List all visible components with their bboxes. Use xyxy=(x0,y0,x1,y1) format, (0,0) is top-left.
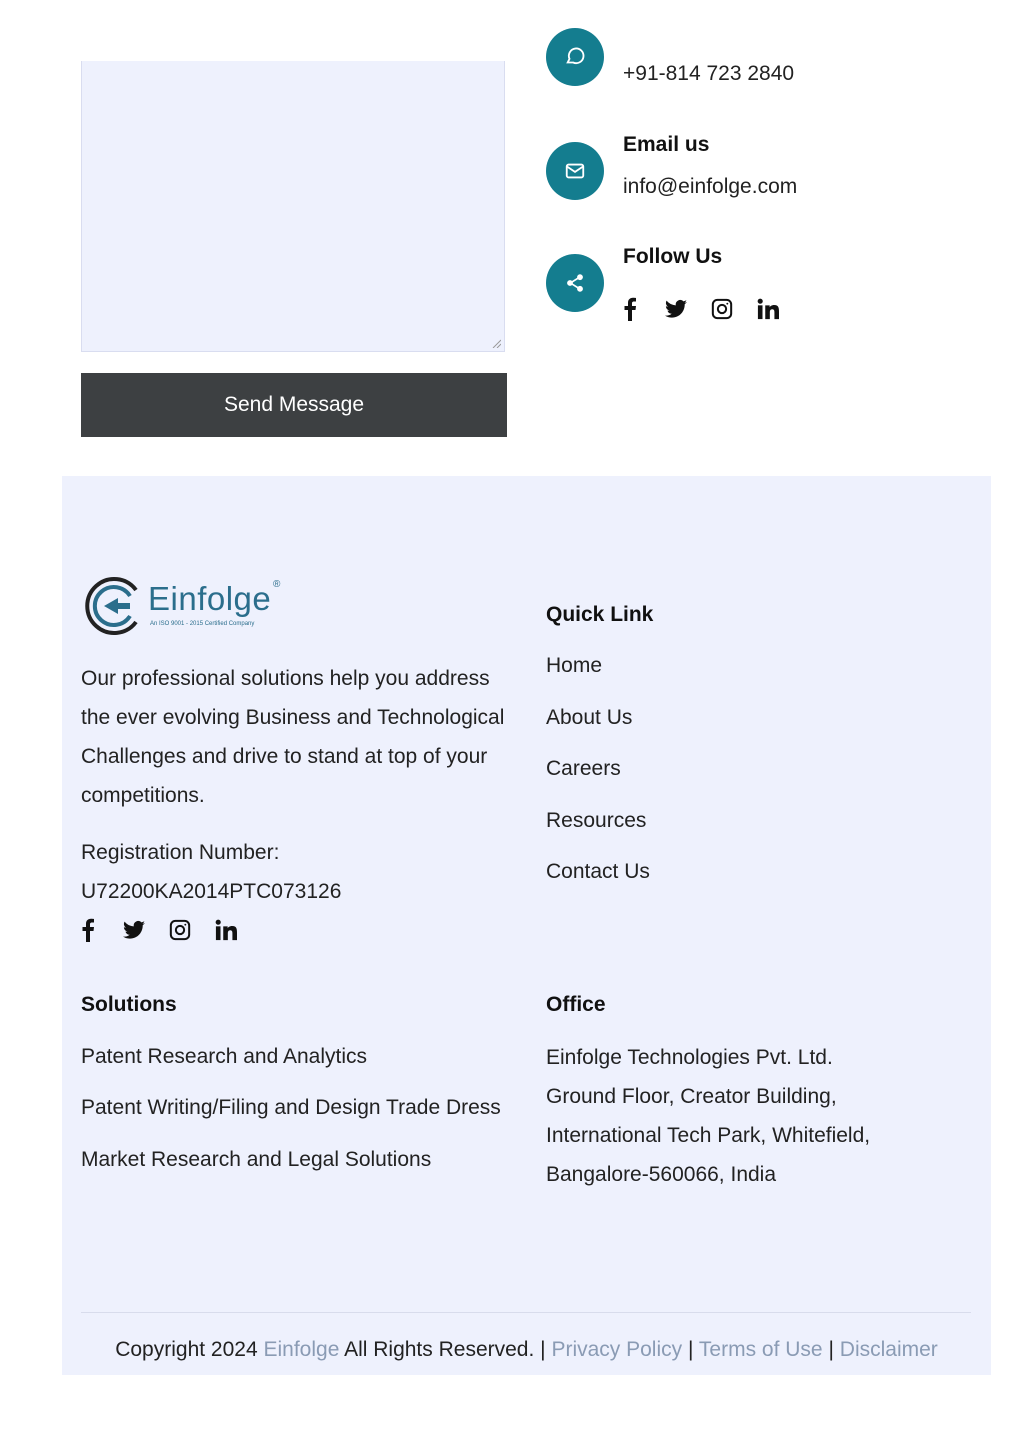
share-icon-circle xyxy=(546,254,604,312)
registration-label: Registration Number: xyxy=(81,841,280,864)
quick-link-resources[interactable]: Resources xyxy=(546,809,647,832)
envelope-icon xyxy=(564,160,586,182)
office-address-line: International Tech Park, Whitefield, xyxy=(546,1124,871,1147)
office-title: Office xyxy=(546,993,606,1016)
logo-name: Einfolge xyxy=(148,580,272,617)
solutions-title: Solutions xyxy=(81,993,177,1016)
logo-registered: ® xyxy=(273,579,281,590)
contact-social-links xyxy=(618,297,780,321)
solution-link[interactable]: Market Research and Legal Solutions xyxy=(81,1148,432,1171)
twitter-icon[interactable] xyxy=(664,297,688,321)
twitter-icon[interactable] xyxy=(122,918,146,942)
linkedin-icon[interactable] xyxy=(756,297,780,321)
office-address-line: Einfolge Technologies Pvt. Ltd. xyxy=(546,1046,833,1069)
copyright-bar xyxy=(62,1338,991,1362)
quick-link-title: Quick Link xyxy=(546,603,654,626)
chat-icon xyxy=(564,46,586,68)
rights-text: All Rights Reserved. | xyxy=(344,1338,546,1361)
logo[interactable] xyxy=(84,576,284,636)
email-icon-circle xyxy=(546,142,604,200)
send-message-button[interactable]: Send Message xyxy=(81,373,507,437)
quick-link-careers[interactable]: Careers xyxy=(546,757,621,780)
solution-link[interactable]: Patent Writing/Filing and Design Trade Dress xyxy=(81,1096,501,1119)
separator: | xyxy=(687,1338,694,1361)
instagram-icon[interactable] xyxy=(710,297,734,321)
facebook-icon[interactable] xyxy=(618,297,642,321)
phone-number: +91-814 723 2840 xyxy=(623,62,795,85)
footer-social-links xyxy=(76,918,238,942)
share-icon xyxy=(565,273,585,293)
disclaimer-link[interactable]: Disclaimer xyxy=(839,1338,938,1361)
chat-icon-circle xyxy=(546,28,604,86)
office-address-line: Ground Floor, Creator Building, xyxy=(546,1085,837,1108)
privacy-policy-link[interactable]: Privacy Policy xyxy=(551,1338,683,1361)
linkedin-icon[interactable] xyxy=(214,918,238,942)
quick-link-about-us[interactable]: About Us xyxy=(546,706,633,729)
logo-tagline: An ISO 9001 - 2015 Certified Company xyxy=(150,621,255,627)
quick-link-home[interactable]: Home xyxy=(546,654,603,677)
quick-link-contact-us[interactable]: Contact Us xyxy=(546,860,650,883)
email-title: Email us xyxy=(623,133,710,156)
registration-number: U72200KA2014PTC073126 xyxy=(81,880,342,903)
solution-link[interactable]: Patent Research and Analytics xyxy=(81,1045,368,1068)
resize-handle-icon[interactable] xyxy=(491,338,501,348)
message-textarea[interactable] xyxy=(81,61,505,352)
brand-link[interactable]: Einfolge xyxy=(263,1338,340,1361)
logo-mark-icon xyxy=(84,576,146,636)
office-address-line: Bangalore-560066, India xyxy=(546,1163,777,1186)
email-address[interactable]: info@einfolge.com xyxy=(623,175,798,198)
instagram-icon[interactable] xyxy=(168,918,192,942)
facebook-icon[interactable] xyxy=(76,918,100,942)
footer-divider xyxy=(81,1312,971,1313)
follow-title: Follow Us xyxy=(623,245,723,268)
separator: | xyxy=(828,1338,834,1361)
copyright-prefix: Copyright 2024 xyxy=(115,1338,258,1361)
about-text: Our professional solutions help you address the ever evolving Business and Technological Challenges and drive to stand at top of your competitions. xyxy=(81,667,505,807)
terms-of-use-link[interactable]: Terms of Use xyxy=(698,1338,823,1361)
